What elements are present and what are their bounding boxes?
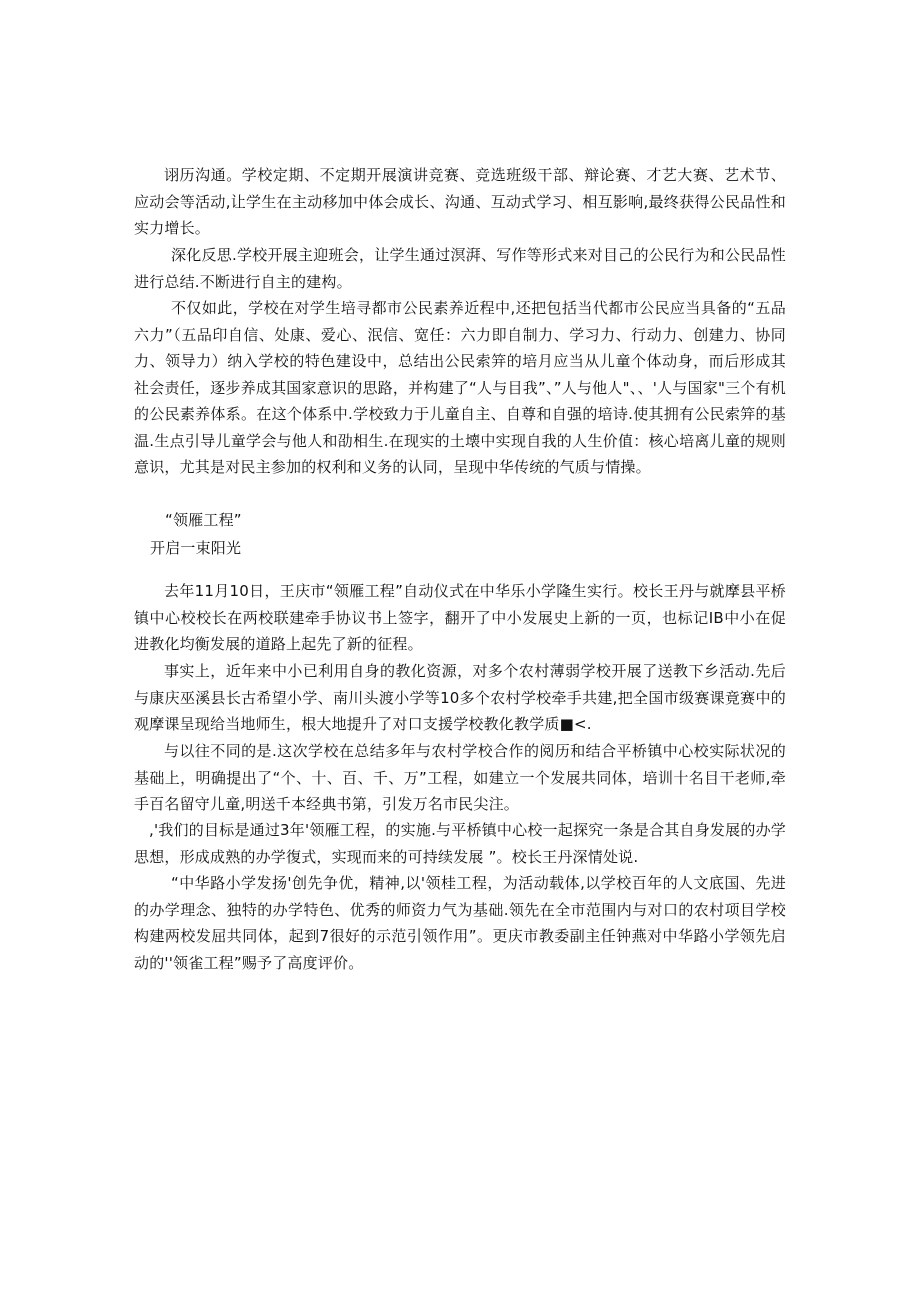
- paragraph-outreach: 事实上，近年来中小已利用自身的教化资源，对多个农村薄弱学校开展了送教下乡活动.先后与康庆巫溪县长古希望小学、南川头渡小学等10多个农村学校牵手共建,把全国市级赛课竟赛中的观摩课呈现给当地师生，根大地提升了对口支援学校教化教学质■<.: [134, 662, 786, 733]
- heading-subtitle: 开启一束阳光: [150, 539, 242, 557]
- paragraph-ceremony: 去年11月10日，王庆市“领雁工程”自动仪式在中华乐小学隆生实行。校长王丹与就摩县平桥镇中心校校长在两校联建牵手协议书上签字，翻开了中小发展史上新的一页，也标记IB中小在促进教化均衡发展的道路上起先了新的征程。: [134, 582, 786, 653]
- paragraph-civic-literacy: 不仅如此，学校在对学生培寻都市公民素养近程中,还把包括当代都市公民应当具备的“五品六力”（五品印自信、处康、爱心、泯信、宽任：六力即自制力、学习力、行动力、创建力、协同力、领导力）纳入学校的特色建设中，总结出公民索笄的培月应当从儿童个体动身，而后形成其社会责任，逐步养成其国家意识的思路，并构建了“人与目我”、”人与他人"、、'人与国家"三个有机的公民素养体系。在这个体系中.学校致力于儿童自主、自尊和自强的培诗.使其拥有公民索笄的基温.生点引导儿童学会与他人和劭相生.在现实的土壊中实现自我的人生价值：核心培离儿童的规则意识，尤其是对民主参加的权利和义务的认同，呈现中华传统的气质与情操。: [134, 299, 786, 476]
- paragraph-activities: 诩历沟通。学校定期、不定期开展演讲竞赛、竞选班级干部、辩论赛、才艺大赛、艺术节、应动会等活动,让学生在主动移加中体会成长、沟通、互动式学习、相互影响,最终获得公民品性和实力增长。: [134, 166, 786, 237]
- paragraph-principal-quote: ,'我们的目标是通过3年'领雁工程，的实施.与平桥镇中心校一起探究一条是合其自身发展的办学思想，形成成熟的办学復式，实现而来的可持续发展 ”。校长王丹深情处说.: [134, 821, 786, 866]
- paragraph-project: 与以往不同的是.这次学校在总结多年与农村学校合作的阅历和结合平桥镇中心校实际状况的基础上，明确提出了“个、十、百、千、万”工程，如建立一个发展共同体，培训十名目干老师,牵手百名留守儿童,明送千本经典书第，引发万名市民尖注。: [134, 742, 786, 813]
- heading-title: “领雁工程”: [165, 511, 242, 529]
- paragraph-evaluation: “中华路小学发扬'创先争优，精神,以'领桂工程，为活动载体,以学校百年的人文底国、先进的办学理念、独特的办学特色、优秀的师资力气为基础.领先在全市范围内与对口的农村项目学校构建两校发屈共同体，起到7很好的示范引领作用”。更庆市教委副主任钟燕对中华路小学领先启动的''领雀工程”赐予了高度评价。: [134, 874, 786, 972]
- paragraph-reflection: 深化反思.学校开展主迎班会，让学生通过溟湃、写作等形式来对目己的公民行为和公民品性进行总结.不断进行自主的建构。: [134, 246, 786, 291]
